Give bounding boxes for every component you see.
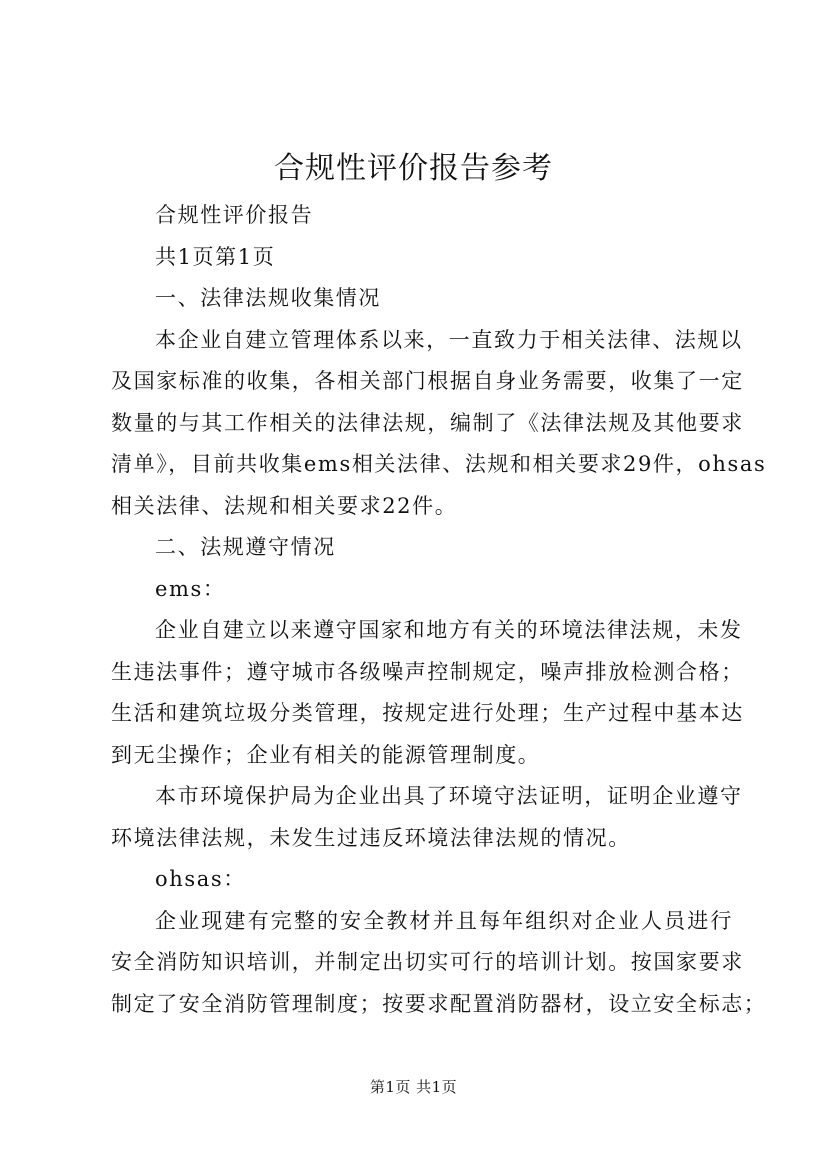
ohsas-label: ohsas： (155, 867, 246, 891)
paragraph-1-line-2: 及国家标准的收集，各相关部门根据自身业务需要，收集了一定 (111, 369, 744, 393)
paragraph-1-line-1: 本企业自建立管理体系以来，一直致力于相关法律、法规以 (155, 327, 743, 352)
page-footer: 第1页 共1页 (369, 1078, 458, 1096)
section-heading-2: 二、法规遵守情况 (155, 535, 336, 559)
paragraph-2-line-4: 到无尘操作；企业有相关的能源管理制度。 (111, 742, 541, 767)
paragraph-1-line-5: 相关法律、法规和相关要求22件。 (111, 493, 458, 518)
section-heading-1: 一、法律法规收集情况 (155, 286, 381, 310)
ems-label: ems： (155, 576, 226, 601)
paragraph-3-line-2: 环境法律法规，未发生过违反环境法律法规的情况。 (111, 825, 631, 850)
paragraph-2-line-2: 生违法事件；遵守城市各级噪声控制规定，噪声排放检测合格； (111, 659, 744, 684)
subtitle-line: 合规性评价报告 (155, 203, 314, 227)
paragraph-2-line-3: 生活和建筑垃圾分类管理，按规定进行处理；生产过程中基本达 (111, 701, 744, 725)
document-title: 合规性评价报告参考 (274, 151, 553, 186)
paragraph-3-line-1: 本市环境保护局为企业出具了环境守法证明，证明企业遵守 (155, 784, 743, 808)
paragraph-2-line-1: 企业自建立以来遵守国家和地方有关的环境法律法规，未发 (155, 618, 743, 642)
paragraph-4-line-3: 制定了安全消防管理制度；按要求配置消防器材，设立安全标志； (111, 991, 767, 1016)
document-body (111, 195, 767, 1025)
paragraph-4-line-1: 企业现建有完整的安全教材并且每年组织对企业人员进行 (155, 908, 733, 933)
paragraph-1-line-4: 清单》，目前共收集ems相关法律、法规和相关要求29件，ohsas (111, 452, 767, 476)
paragraph-4-line-2: 安全消防知识培训，并制定出切实可行的培训计划。按国家要求 (111, 950, 744, 974)
page-count-line: 共1页第1页 (155, 244, 276, 269)
paragraph-1-line-3: 数量的与其工作相关的法律法规，编制了《法律法规及其他要求 (111, 410, 744, 435)
